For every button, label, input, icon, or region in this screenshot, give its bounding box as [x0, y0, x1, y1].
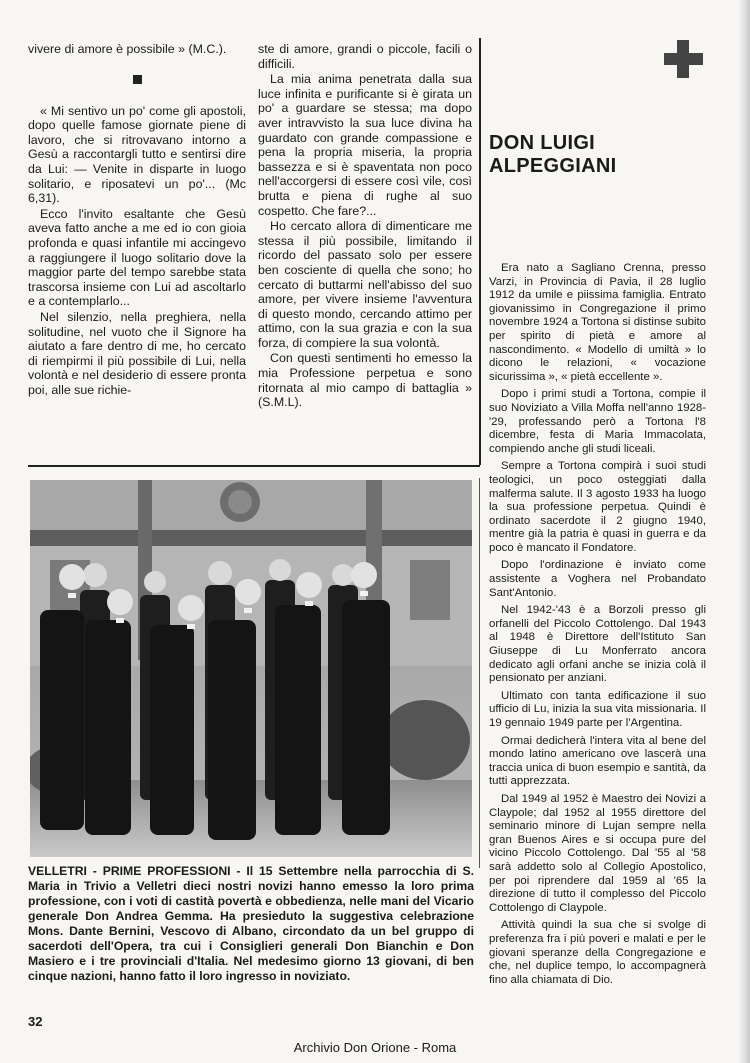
paragraph: Ecco l'invito esaltante che Gesù aveva fatto anche a me ed io con gioia profonda e quasi infantile mi accingevo a raggiungere il luogo solitario dove la maggior parte del tempo sarebbe stata trascorsa insieme con Lui ad ascoltarlo e a contemplarlo... — [28, 206, 246, 309]
paragraph: Dal 1949 al 1952 è Maestro dei Novizi a Claypole; dal 1952 al 1955 direttore del seminario minore di Lujan sempre nella gran Buenos Aires e si occupa pure del vicino Piccolo Cottolengo. Dal '55 al '58 sarà addetto solo al Collegio Apostolico, per poi riprendere dal 1959 al '65 la direzione di tutto il complesso del Piccolo Cottolengo di Claypole. — [489, 792, 706, 914]
page-edge-shadow — [738, 0, 750, 1063]
paragraph: « Mi sentivo un po' come gli apostoli, dopo quelle famose giornate piene di lavoro, che si ritrovavano intorno a Gesù a raccontargli tutto e sentirsi dire da Lui: — Venite in disparte in luogo solitario, e riposatevi un po'... (Mc 6,31). — [28, 103, 246, 206]
text-column-2 — [258, 42, 472, 411]
paragraph: ste di amore, grandi o piccole, facili o difficili. — [258, 42, 472, 71]
photo-divider — [479, 478, 480, 868]
paragraph: La mia anima penetrata dalla sua luce infinita e purificante si è girata un po' a guardare se stessa; ma dopo aver intravvisto la sua luce divina ha guardato con grande compassione e pena la propria miseria, la propria bassezza e si è spaventata non poco nell'accorgersi di essere così vile, così brutta e piena di rughe al suo cospetto. Che fare?... — [258, 72, 472, 218]
article-title — [489, 132, 709, 178]
text-column-1 — [28, 42, 246, 398]
paragraph: Dopo i primi studi a Tortona, compie il suo Noviziato a Villa Moffa nell'anno 1928-'29, professando però a Tortona l'8 dicembre, festa di Maria Immacolata, compiendo anche gli studi liceali. — [489, 388, 706, 455]
horizontal-rule — [28, 465, 480, 467]
page-number: 32 — [28, 1014, 43, 1029]
section-separator-square — [133, 75, 142, 84]
paragraph: Dopo l'ordinazione è inviato come assistente a Voghera nel Probandato Sant'Antonio. — [489, 559, 706, 599]
photo-caption — [28, 864, 474, 984]
archive-footer: Archivio Don Orione - Roma — [293, 1040, 457, 1055]
paragraph: Ormai dedicherà l'intera vita al bene del mondo latino americano ove lascerà una traccia unica di buon esempio e santità, da tutti apprezzata. — [489, 734, 706, 788]
paragraph: Ultimato con tanta edificazione il suo ufficio di Lu, inizia la sua vita missionaria. Il 19 gennaio 1949 parte per l'Argentina. — [489, 689, 706, 729]
cross-icon-bar — [664, 53, 703, 65]
group-photo — [30, 480, 472, 857]
caption-text: - Il 15 Settembre nella parrocchia di S. Maria in Trivio a Velletri dieci nostri novizi hanno emesso la loro prima professione, con i voti di castità povertà e obbedienza, nelle mani del Vicario generale Don Andrea Gemma. Ha presieduto la suggestiva celebrazione Mons. Dante Bernini, Vescovo di Albano, circondato da un bel gruppo di sacerdoti dell'Opera, tra cui i Consiglieri generali Don Bianchin e Don Masiero e i tre provinciali d'Italia. Nel medesimo giorno 13 giovani, di ben cinque nazioni, hanno fatto il loro ingresso in noviziato. — [28, 864, 474, 983]
paragraph: Attività quindi la sua che si svolge di preferenza fra i più poveri e malati e per le giovani speranze della Congregazione e che, nel duplice tempo, lo accompagnerà fino alla chiamata di Dio. — [489, 919, 706, 986]
title-line: DON LUIGI — [489, 132, 596, 154]
paragraph: Era nato a Sagliano Crenna, presso Varzi, in Provincia di Pavia, il 28 luglio 1912 da umile e piissima famiglia. Entrato giovanissimo in Congregazione il primo novembre 1924 a Tortona si distinse subito per spirito di pietà e amore al nascondimento. « Modello di umiltà » lo dicono le relazioni, « vocazione sicurissima », « pietà eccellente ». — [489, 262, 706, 383]
column-divider — [479, 38, 481, 465]
paragraph: Con questi sentimenti ho emesso la mia Professione perpetua e sono ritornata al mio campo di battaglia » (S.M.L). — [258, 351, 472, 410]
paragraph: vivere di amore è possibile » (M.C.). — [28, 42, 227, 56]
text-column-3 — [489, 262, 706, 991]
paragraph: Nel silenzio, nella preghiera, nella solitudine, nel vuoto che il Signore ha aiutato a fare dentro di me, ho cercato di riempirmi il più possibile di Lui, nella volontà e nel desiderio di essere pronta poi, alle sue richie- — [28, 309, 246, 397]
title-line: ALPEGGIANI — [489, 155, 617, 177]
caption-lead: VELLETRI - PRIME PROFESSIONI — [28, 864, 231, 878]
paragraph: Ho cercato allora di dimenticare me stessa il più possibile, limitando il ricordo del passato solo per essere ben cosciente di quella che sono; ho cercato di buttarmi nell'abisso del suo amore, per vivere insieme l'avventura di questo mondo, cercando attimo per attimo, con la sua grazia e con la sua forza, di compiere la sua volontà. — [258, 219, 472, 350]
paragraph: Nel 1942-'43 è a Borzoli presso gli orfanelli del Piccolo Cottolengo. Dal 1943 al 1948 è Direttore dell'Istituto San Giuseppe di Lu Monferrato ancora dedicato agli orfani anche se inizia colà il pensionato per anziani. — [489, 604, 706, 685]
paragraph: Sempre a Tortona compirà i suoi studi teologici, un poco osteggiati dalla malferma salute. Il 3 agosto 1933 ha luogo la sua professione perpetua. Quindi è ordinato sacerdote il 2 giugno 1940, mentre già la patria è quasi in guerra e da poco è mancato il Fondatore. — [489, 460, 706, 554]
